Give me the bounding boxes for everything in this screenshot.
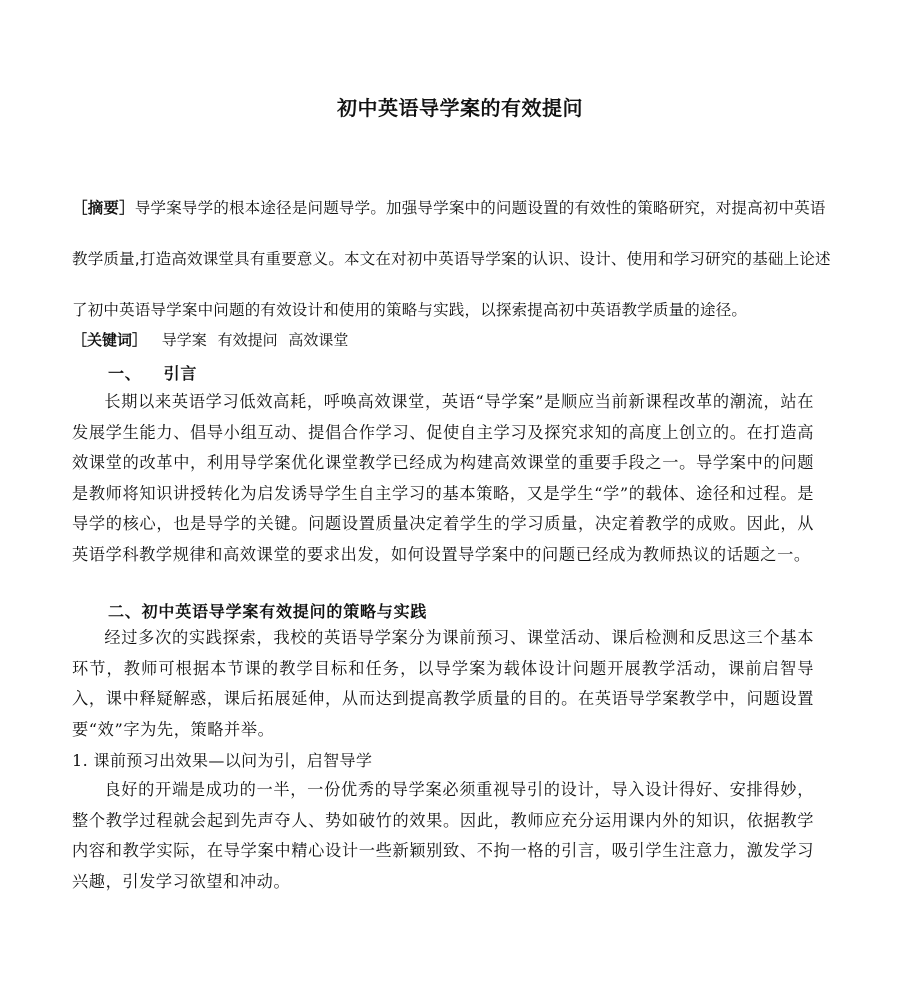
keyword: 导学案: [161, 331, 207, 349]
keyword: 高效课堂: [288, 331, 349, 349]
keywords-label: ［关键词］: [72, 331, 148, 349]
abstract: [72, 183, 832, 336]
keyword: 有效提问: [217, 331, 278, 349]
subsection-paragraph: 良好的开端是成功的一半，一份优秀的导学案必须重视导引的设计，导入设计得好、安排得妙，整个教学过程就会起到先声夺人、势如破竹的效果。因此，教师应充分运用课内外的知识，依据教学内容和教学实际，在导学案中精心设计一些新颖别致、不拘一格的引言，吸引学生注意力，激发学习兴趣，引发学习欲望和冲动。: [72, 780, 814, 891]
document-title: 初中英语导学案的有效提问: [337, 96, 583, 120]
section-title: 引言: [163, 364, 198, 383]
abstract-text: 导学案导学的根本途径是问题导学。加强导学案中的问题设置的有效性的策略研究，对提高初中英语教学质量,打造高效课堂具有重要意义。本文在对初中英语导学案的认识、设计、使用和学习研究的基础上论述了初中英语导学案中问题的有效设计和使用的策略与实践，以探索提高初中英语教学质量的途径。: [72, 199, 831, 319]
strategies-paragraph: 经过多次的实践探索，我校的英语导学案分为课前预习、课堂活动、课后检测和反思这三个基本环节，教师可根据本节课的教学目标和任务，以导学案为载体设计问题开展教学活动，课前启智导入，课中释疑解惑，课后拓展延伸，从而达到提高教学质量的目的。在英语导学案教学中，问题设置要“效”字为先，策略并举。: [72, 628, 814, 739]
keywords: [72, 328, 354, 352]
section-heading-strategies: 二、初中英语导学案有效提问的策略与实践: [108, 602, 428, 621]
abstract-label: ［摘要］: [72, 199, 135, 217]
section-number: 一、: [108, 364, 142, 383]
subsection-heading: 1. 课前预习出效果—以问为引，启智导学: [72, 751, 373, 770]
section-heading-intro: [108, 362, 197, 386]
intro-paragraph: 长期以来英语学习低效高耗，呼唤高效课堂，英语“导学案”是顺应当前新课程改革的潮流，站在发展学生能力、倡导小组互动、提倡合作学习、促使自主学习及探究求知的高度上创立的。在打造高效课堂的改革中，利用导学案优化课堂教学已经成为构建高效课堂的重要手段之一。导学案中的问题是教师将知识讲授转化为启发诱导学生自主学习的基本策略，又是学生“学”的载体、途径和过程。是导学的核心，也是导学的关键。问题设置质量决定着学生的学习质量，决定着教学的成败。因此，从英语学科教学规律和高效课堂的要求出发，如何设置导学案中的问题已经成为教师热议的话题之一。: [72, 392, 814, 564]
